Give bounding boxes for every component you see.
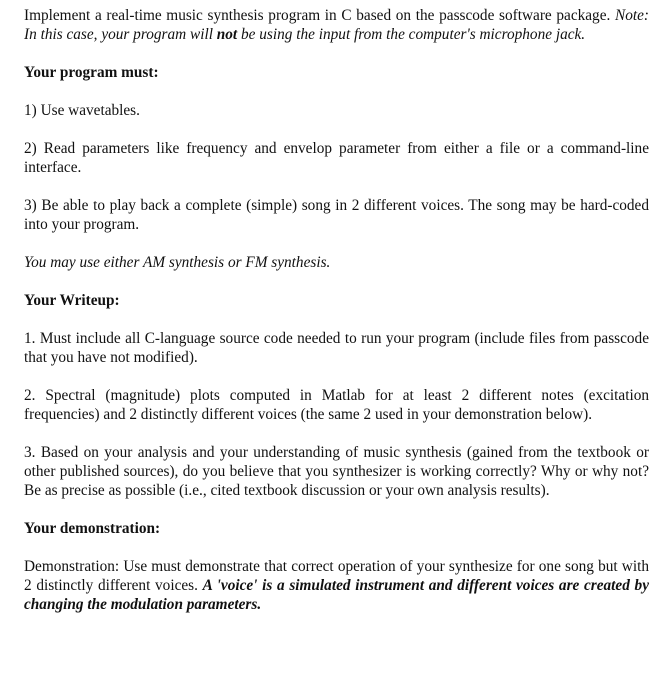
intro-note-suffix: be using the input from the computer's microphone jack. (237, 26, 586, 43)
demonstration-heading: Your demonstration: (24, 520, 161, 537)
demonstration-text: Demonstration: Use must demonstrate that correct operation of your synthesize for one song but with 2 distinctly different voices. (24, 558, 649, 594)
writeup-item-3: 3. Based on your analysis and your understanding of music synthesis (gained from the textbook or other published sources), do you believe that you synthesizer is working correctly? Why or why not? Be as precise as possible (i.e., cited textbook discussion or your own analysis results). (24, 444, 649, 499)
program-must-heading: Your program must: (24, 64, 159, 81)
writeup-item-2: 2. Spectral (magnitude) plots computed in Matlab for at least 2 different notes (excitation frequencies) and 2 distinctly different voices (the same 2 used in your demonstration below). (24, 387, 649, 423)
writeup-heading: Your Writeup: (24, 292, 120, 309)
program-item-2: 2) Read parameters like frequency and envelop parameter from either a file or a command-line interface. (24, 140, 649, 176)
intro-note-prefix: Note: In this case, your program will (24, 7, 649, 43)
demonstration-paragraph (24, 557, 649, 614)
demonstration-emphasis: A 'voice' is a simulated instrument and different voices are created by changing the modulation parameters. (24, 577, 649, 613)
writeup-item-1: 1. Must include all C-language source code needed to run your program (include files from passcode that you have not modified). (24, 330, 649, 366)
intro-text: Implement a real-time music synthesis program in C based on the passcode software package. (24, 7, 615, 24)
program-item-3: 3) Be able to play back a complete (simple) song in 2 different voices. The song may be hard-coded into your program. (24, 197, 649, 233)
program-item-1: 1) Use wavetables. (24, 102, 140, 119)
intro-paragraph (24, 6, 649, 44)
intro-note-bold: not (216, 26, 238, 43)
synthesis-note: You may use either AM synthesis or FM synthesis. (24, 254, 331, 271)
